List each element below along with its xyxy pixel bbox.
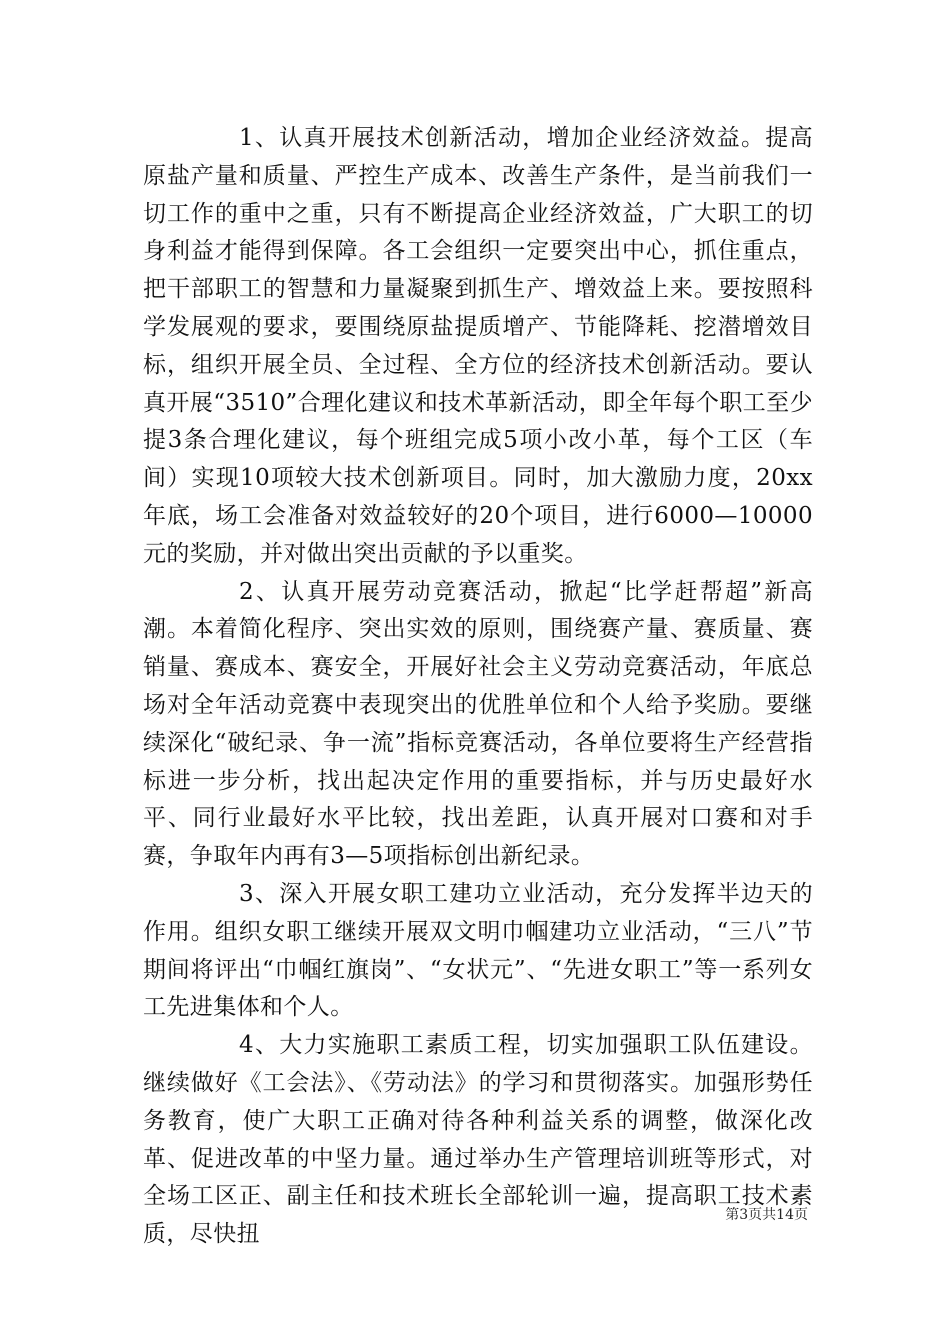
document-body [143, 120, 813, 1254]
paragraph-3: 3、深入开展女职工建功立业活动，充分发挥半边天的作用。组织女职工继续开展双文明巾帼建功立业活动，“三八”节期间将评出“巾帼红旗岗”、“女状元”、“先进女职工”等一系列女工先进集体和个人。 [143, 880, 813, 1021]
paragraph-4: 4、大力实施职工素质工程，切实加强职工队伍建设。继续做好《工会法》、《劳动法》的学习和贯彻落实。加强形势任务教育，使广大职工正确对待各种利益关系的调整，做深化改革、促进改革的中坚力量。通过举办生产管理培训班等形式，对全场工区正、副主任和技术班长全部轮训一遍，提高职工技术素质，尽快扭 [143, 1032, 813, 1248]
paragraph-2: 2、认真开展劳动竞赛活动，掀起“比学赶帮超”新高潮。本着简化程序、突出实效的原则，围绕赛产量、赛质量、赛销量、赛成本、赛安全，开展好社会主义劳动竞赛活动，年底总场对全年活动竞赛中表现突出的优胜单位和个人给予奖励。要继续深化“破纪录、争一流”指标竞赛活动，各单位要将生产经营指标进一步分析，找出起决定作用的重要指标，并与历史最好水平、同行业最好水平比较，找出差距，认真开展对口赛和对手赛，争取年内再有3—5项指标创出新纪录。 [143, 578, 813, 870]
paragraph-1: 1、认真开展技术创新活动，增加企业经济效益。提高原盐产量和质量、严控生产成本、改善生产条件，是当前我们一切工作的重中之重，只有不断提高企业经济效益，广大职工的切身利益才能得到保障。各工会组织一定要突出中心，抓住重点，把干部职工的智慧和力量凝聚到抓生产、增效益上来。要按照科学发展观的要求，要围绕原盐提质增产、节能降耗、挖潜增效目标，组织开展全员、全过程、全方位的经济技术创新活动。要认真开展“3510”合理化建议和技术革新活动，即全年每个职工至少提3条合理化建议，每个班组完成5项小改小革，每个工区（车间）实现10项较大技术创新项目。同时，加大激励力度，20xx年底，场工会准备对效益较好的20个项目，进行6000—10000元的奖励，并对做出突出贡献的予以重奖。 [143, 125, 813, 567]
page-number-footer: 第3页共14页 [725, 1207, 808, 1223]
